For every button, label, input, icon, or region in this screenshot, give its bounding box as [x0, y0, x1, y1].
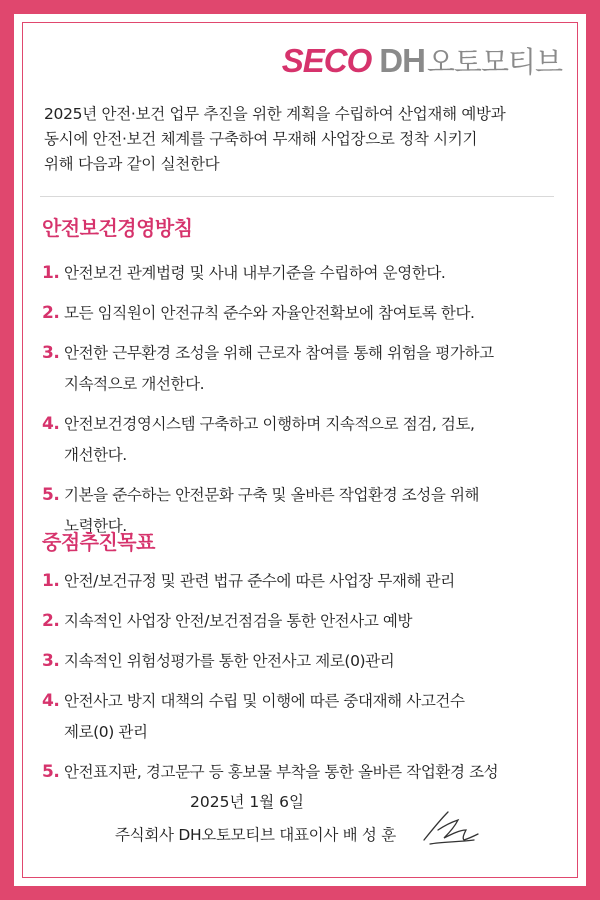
- item-text-continued: 제로(0) 관리: [64, 723, 148, 741]
- item-text: 안전사고 방지 대책의 수립 및 이행에 따른 중대재해 사고건수: [64, 692, 465, 710]
- list-item: [42, 566, 572, 597]
- item-number: 4.: [42, 414, 60, 434]
- item-text-continued: 노력한다.: [64, 517, 127, 535]
- item-number: 3.: [42, 651, 60, 671]
- intro-line: 동시에 안전·보건 체계를 구축하여 무재해 사업장으로 정착 시키기: [44, 130, 478, 148]
- document-date: 2025년 1월 6일: [190, 793, 304, 811]
- item-text: 안전한 근무환경 조성을 위해 근로자 참여를 통해 위험을 평가하고: [64, 344, 494, 362]
- logo-dh: DH: [379, 42, 425, 79]
- list-item: [42, 409, 572, 471]
- signature-image: [418, 800, 482, 850]
- intro-paragraph: [44, 102, 564, 177]
- intro-line: 위해 다음과 같이 실천한다: [44, 155, 220, 173]
- policy-list: [42, 258, 572, 551]
- list-item: [42, 606, 572, 637]
- company-logo: [282, 40, 562, 81]
- item-number: 5.: [42, 485, 60, 505]
- item-text: 지속적인 사업장 안전/보건점검을 통한 안전사고 예방: [64, 612, 413, 630]
- item-text: 안전표지판, 경고문구 등 홍보물 부착을 통한 올바른 작업환경 조성: [64, 763, 499, 781]
- item-text-continued: 지속적으로 개선한다.: [64, 375, 205, 393]
- item-text: 안전보건경영시스템 구축하고 이행하며 지속적으로 점검, 검토,: [64, 415, 475, 433]
- item-text-continued: 개선한다.: [64, 446, 127, 464]
- goals-list: [42, 566, 572, 797]
- item-text: 안전/보건규정 및 관련 법규 준수에 따른 사업장 무재해 관리: [64, 572, 455, 590]
- policy-title: 안전보건경영방침: [42, 216, 193, 240]
- logo-name: 오토모티브: [426, 45, 562, 79]
- logo-seco: SECO: [281, 42, 372, 79]
- list-item: [42, 258, 572, 289]
- list-item: [42, 646, 572, 677]
- list-item: [42, 757, 572, 788]
- goals-title: 중점추진목표: [42, 530, 155, 554]
- item-number: 1.: [42, 571, 60, 591]
- item-number: 4.: [42, 691, 60, 711]
- item-number: 5.: [42, 762, 60, 782]
- item-text: 지속적인 위험성평가를 통한 안전사고 제로(0)관리: [64, 652, 395, 670]
- list-item: [42, 338, 572, 400]
- item-text: 모든 임직원이 안전규칙 준수와 자율안전확보에 참여토록 한다.: [64, 304, 475, 322]
- signer-name: 주식회사 DH오토모티브 대표이사 배 성 훈: [115, 826, 396, 844]
- item-number: 3.: [42, 343, 60, 363]
- item-number: 2.: [42, 611, 60, 631]
- divider: [40, 196, 554, 197]
- list-item: [42, 686, 572, 748]
- item-number: 2.: [42, 303, 60, 323]
- item-text: 안전보건 관계법령 및 사내 내부기준을 수립하여 운영한다.: [64, 264, 446, 282]
- intro-line: 2025년 안전·보건 업무 추진을 위한 계획을 수립하여 산업재해 예방과: [44, 105, 506, 123]
- item-number: 1.: [42, 263, 60, 283]
- list-item: [42, 298, 572, 329]
- item-text: 기본을 준수하는 안전문화 구축 및 올바른 작업환경 조성을 위해: [64, 486, 480, 504]
